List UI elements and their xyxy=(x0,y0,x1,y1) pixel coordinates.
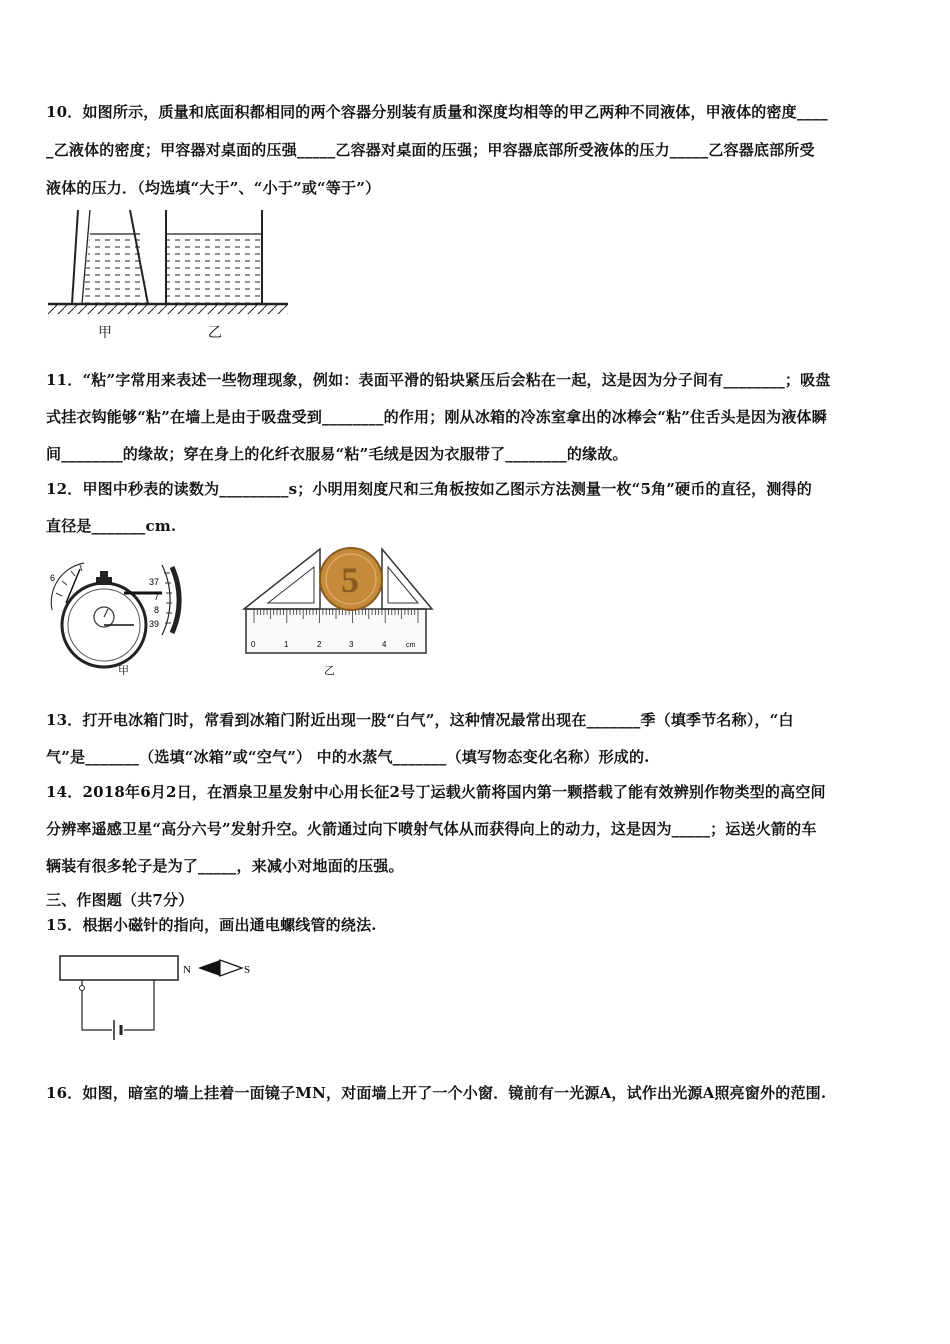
q13-line-2: 气”是_______（选填“冰箱”或“空气”） 中的水蒸气_______（填写物态变化名称）形成的. xyxy=(46,748,650,766)
q10-fig-label-a: 甲 xyxy=(98,325,112,341)
stopwatch-mark-39: 39 xyxy=(149,619,160,629)
q10-fig-label-b: 乙 xyxy=(208,325,222,341)
q12-fig-label-a: 甲 xyxy=(118,664,129,677)
ruler-mark-3: 3 xyxy=(349,640,354,649)
ruler-mark-1: 1 xyxy=(284,640,289,649)
ruler-unit: cm xyxy=(406,642,416,649)
q10-line-1: 10．如图所示，质量和底面积都相同的两个容器分别装有质量和深度均相等的甲乙两种不同液体，甲液体的密度____ xyxy=(46,103,828,121)
ruler-mark-0: 0 xyxy=(251,640,256,649)
q12-ruler-coin-figure xyxy=(238,543,438,658)
q11-line-2: 式挂衣钩能够“粘”在墙上是由于吸盘受到________的作用；刚从冰箱的冷冻室拿出的冰棒会“粘”住舌头是因为液体瞬 xyxy=(46,408,827,426)
compass-needle-n xyxy=(198,960,220,976)
q12-line-1: 12．甲图中秒表的读数为_________s；小明用刻度尺和三角板按如乙图示方法测量一枚“5角”硬币的直径，测得的 xyxy=(46,480,812,498)
q16-line-1: 16．如图，暗室的墙上挂着一面镜子MN，对面墙上开了一个小窗．镜前有一光源A，试作出光源A照亮窗外的范围. xyxy=(46,1084,827,1102)
q15-solenoid-figure xyxy=(56,952,256,1044)
q10-line-3: 液体的压力．（均选填“大于”、“小于”或“等于”） xyxy=(46,179,381,197)
container-b-liquid xyxy=(166,234,262,304)
stopwatch-mark-8: 8 xyxy=(154,605,160,615)
q10-containers-figure xyxy=(44,208,294,343)
q10-line-2: _乙液体的密度；甲容器对桌面的压强_____乙容器对桌面的压强；甲容器底部所受液体的压力_____乙容器底部所受 xyxy=(46,141,815,159)
stopwatch-mark-6: 6 xyxy=(50,573,56,583)
q12-fig-label-b: 乙 xyxy=(324,664,335,677)
q14-line-1: 14．2018年6月2日，在酒泉卫星发射中心用长征2号丁运载火箭将国内第一颗搭载了能有效辨别作物类型的高空间 xyxy=(46,783,826,801)
stopwatch-mark-7: 7 xyxy=(154,592,160,602)
section-3-title: 三、作图题（共7分） xyxy=(46,891,194,909)
q14-line-3: 辆装有很多轮子是为了_____，来减小对地面的压强。 xyxy=(46,857,404,875)
pole-n-label: N xyxy=(183,964,191,976)
q11-line-1: 11．“粘”字常用来表述一些物理现象，例如：表面平滑的铅块紧压后会粘在一起，这是因为分子间有________；吸盘 xyxy=(46,371,831,389)
ruler-mark-2: 2 xyxy=(317,640,322,649)
ruler-mark-4: 4 xyxy=(382,640,387,649)
q14-line-2: 分辨率遥感卫星“高分六号”发射升空。火箭通过向下喷射气体从而获得向上的动力，这是因为_____；运送火箭的车 xyxy=(46,820,817,838)
stopwatch-mark-37: 37 xyxy=(149,577,160,587)
pole-s-label: S xyxy=(244,964,251,976)
container-a-liquid xyxy=(82,234,148,304)
q12-line-2: 直径是_______cm. xyxy=(46,517,177,535)
solenoid xyxy=(60,956,178,980)
q15-line-1: 15．根据小磁针的指向，画出通电螺线管的绕法. xyxy=(46,916,377,934)
q13-line-1: 13．打开电冰箱门时，常看到冰箱门附近出现一股“白气”，这种情况最常出现在_______季（填季节名称），“白 xyxy=(46,711,794,729)
q11-line-3: 间________的缘故；穿在身上的化纤衣服易“粘”毛绒是因为衣服带了________的缘故。 xyxy=(46,445,628,463)
coin-digit: 5 xyxy=(341,560,359,600)
compass-needle-s xyxy=(220,960,242,976)
